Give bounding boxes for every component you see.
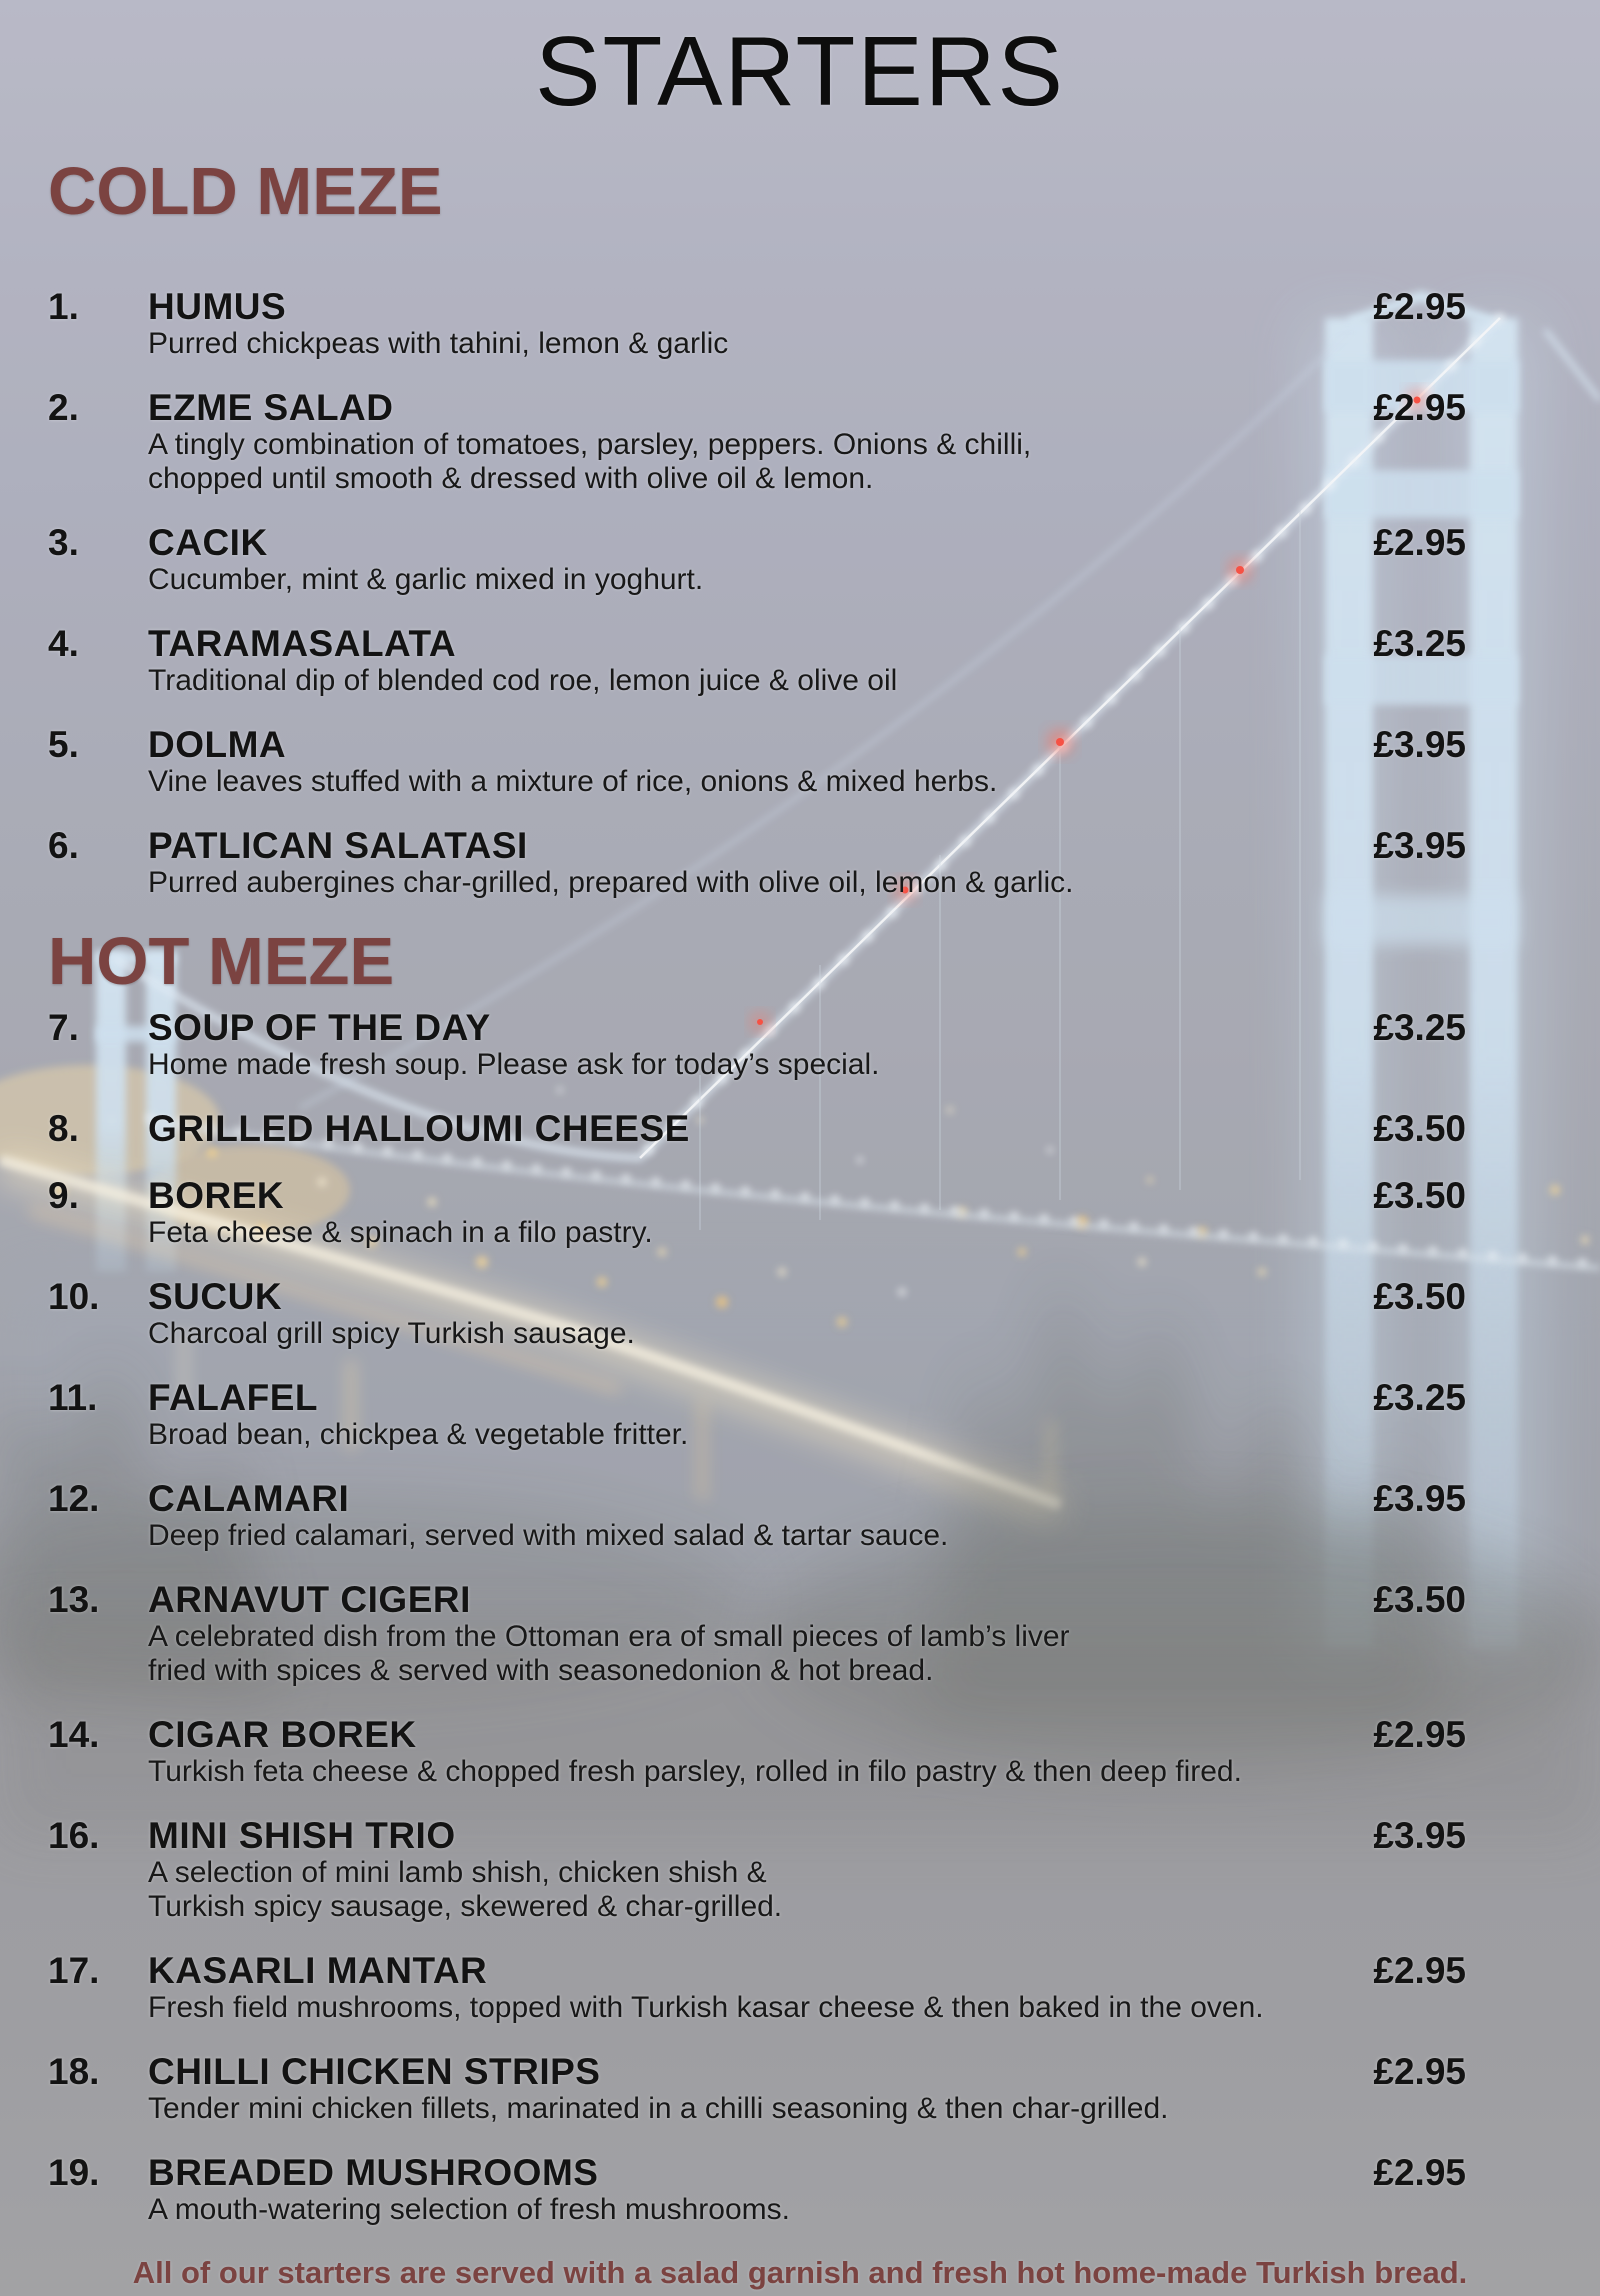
menu-item — [48, 1714, 1466, 1789]
menu-item — [48, 1478, 1466, 1553]
item-description-line: Purred chickpeas with tahini, lemon & garlic — [148, 326, 729, 360]
section-title: HOT MEZE — [48, 923, 395, 999]
menu-item-row — [48, 1478, 1466, 1519]
menu-item — [48, 1175, 1466, 1250]
menu-item — [48, 286, 1466, 361]
menu-item — [48, 387, 1466, 496]
item-description — [148, 1317, 1466, 1351]
menu-item-row — [48, 1950, 1466, 1991]
item-price: £2.95 — [1373, 2051, 1466, 2093]
item-number: 9. — [48, 1175, 79, 1217]
item-price: £3.95 — [1373, 1815, 1466, 1857]
item-description — [148, 2193, 1466, 2227]
item-number: 16. — [48, 1815, 100, 1857]
section-title: COLD MEZE — [48, 154, 443, 229]
item-description — [148, 866, 1466, 900]
item-name: CHILLI CHICKEN STRIPS — [148, 2051, 601, 2093]
item-description — [148, 765, 1466, 799]
item-price: £3.50 — [1373, 1175, 1466, 1217]
item-price: £3.50 — [1373, 1108, 1466, 1150]
item-description-line: Home made fresh soup. Please ask for today’s special. — [148, 1048, 880, 1082]
menu-item-row — [48, 387, 1466, 428]
menu-item — [48, 1579, 1466, 1688]
menu-item-row — [48, 1007, 1466, 1048]
item-description-line: Fresh field mushrooms, topped with Turkish kasar cheese & then baked in the oven. — [148, 1991, 1264, 2025]
item-number: 11. — [48, 1377, 98, 1419]
item-description-line: Turkish spicy sausage, skewered & char-grilled. — [148, 1890, 783, 1924]
item-price: £2.95 — [1373, 1950, 1466, 1992]
item-description-line: fried with spices & served with seasonedonion & hot bread. — [148, 1654, 934, 1688]
item-description-line: A celebrated dish from the Ottoman era of small pieces of lamb’s liver — [148, 1620, 1070, 1654]
item-price: £3.25 — [1373, 622, 1466, 664]
item-price: £3.25 — [1373, 1377, 1466, 1419]
item-description — [148, 1048, 1466, 1082]
item-price: £3.95 — [1373, 824, 1466, 866]
item-name: CALAMARI — [148, 1478, 350, 1520]
item-number: 7. — [48, 1007, 79, 1049]
item-name: GRILLED HALLOUMI CHEESE — [148, 1108, 690, 1150]
page-title: STARTERS — [535, 16, 1065, 126]
item-number: 5. — [48, 723, 79, 765]
item-number: 8. — [48, 1108, 79, 1150]
item-name: KASARLI MANTAR — [148, 1950, 488, 1992]
item-description-line: Feta cheese & spinach in a filo pastry. — [148, 1216, 653, 1250]
item-name: ARNAVUT CIGERI — [148, 1579, 471, 1621]
menu-item — [48, 1007, 1466, 1082]
item-price: £3.95 — [1373, 723, 1466, 765]
item-description — [148, 1519, 1466, 1553]
item-description-line: Tender mini chicken fillets, marinated in a chilli seasoning & then char-grilled. — [148, 2092, 1169, 2126]
section-items — [48, 286, 1466, 900]
item-description-line: Broad bean, chickpea & vegetable fritter. — [148, 1418, 689, 1452]
menu-section — [48, 923, 1466, 2228]
item-description — [148, 1755, 1466, 1789]
menu-item-row — [48, 1377, 1466, 1418]
menu-item — [48, 2152, 1466, 2227]
item-name: SUCUK — [148, 1276, 283, 1318]
item-number: 1. — [48, 285, 79, 327]
item-price: £3.25 — [1373, 1007, 1466, 1049]
menu-item-row — [48, 724, 1466, 765]
menu-item-row — [48, 1815, 1466, 1856]
item-description — [148, 1216, 1466, 1250]
menu-item — [48, 724, 1466, 799]
item-description — [148, 1418, 1466, 1452]
item-price: £3.95 — [1373, 1478, 1466, 1520]
item-number: 6. — [48, 824, 79, 866]
menu-item — [48, 825, 1466, 900]
item-description-line: Deep fried calamari, served with mixed salad & tartar sauce. — [148, 1519, 949, 1553]
item-description-line: A mouth-watering selection of fresh mushrooms. — [148, 2193, 790, 2227]
item-description-line: Charcoal grill spicy Turkish sausage. — [148, 1317, 635, 1351]
item-description-line: Cucumber, mint & garlic mixed in yoghurt. — [148, 562, 704, 596]
item-price: £2.95 — [1373, 1714, 1466, 1756]
menu-item-row — [48, 522, 1466, 563]
item-description-line: Vine leaves stuffed with a mixture of rice, onions & mixed herbs. — [148, 764, 998, 798]
menu-item-row — [48, 2051, 1466, 2092]
item-name: FALAFEL — [148, 1377, 318, 1419]
item-number: 17. — [48, 1950, 100, 1992]
item-description-line: chopped until smooth & dressed with olive oil & lemon. — [148, 461, 874, 495]
menu-item-row — [48, 1714, 1466, 1755]
menu-item — [48, 623, 1466, 698]
item-number: 18. — [48, 2051, 100, 2093]
item-name: MINI SHISH TRIO — [148, 1815, 456, 1857]
menu-item-row — [48, 2152, 1466, 2193]
item-description-line: A tingly combination of tomatoes, parsley, peppers. Onions & chilli, — [148, 427, 1032, 461]
item-description — [148, 1620, 1466, 1688]
footer-note: All of our starters are served with a salad garnish and fresh hot home-made Turkish bread. — [132, 2255, 1468, 2291]
item-name: HUMUS — [148, 285, 287, 327]
item-description-line: Traditional dip of blended cod roe, lemon juice & olive oil — [148, 663, 898, 697]
item-number: 3. — [48, 521, 79, 563]
menu-item-row — [48, 286, 1466, 327]
item-name: CIGAR BOREK — [148, 1714, 417, 1756]
menu-section — [48, 156, 1466, 900]
menu-item-row — [48, 623, 1466, 664]
menu-item-row — [48, 1108, 1466, 1149]
item-number: 10. — [48, 1276, 100, 1318]
item-name: CACIK — [148, 521, 268, 563]
item-number: 12. — [48, 1478, 100, 1520]
menu-item — [48, 522, 1466, 597]
item-name: TARAMASALATA — [148, 622, 457, 664]
item-price: £2.95 — [1373, 2152, 1466, 2194]
menu-item — [48, 1377, 1466, 1452]
item-description — [148, 1991, 1466, 2025]
item-name: PATLICAN SALATASI — [148, 824, 528, 866]
item-number: 19. — [48, 2152, 100, 2194]
item-description — [148, 327, 1466, 361]
item-name: SOUP OF THE DAY — [148, 1007, 491, 1049]
item-price: £3.50 — [1373, 1276, 1466, 1318]
menu-item-row — [48, 1175, 1466, 1216]
item-name: EZME SALAD — [148, 386, 394, 428]
item-description — [148, 2092, 1466, 2126]
section-items — [48, 1007, 1466, 2227]
item-name: DOLMA — [148, 723, 287, 765]
menu-item — [48, 1276, 1466, 1351]
item-name: BOREK — [148, 1175, 285, 1217]
menu-item-row — [48, 825, 1466, 866]
item-price: £3.50 — [1373, 1579, 1466, 1621]
item-description-line: Turkish feta cheese & chopped fresh parsley, rolled in filo pastry & then deep fired. — [148, 1755, 1242, 1789]
menu-item — [48, 1108, 1466, 1149]
item-name: BREADED MUSHROOMS — [148, 2152, 599, 2194]
item-number: 4. — [48, 622, 79, 664]
item-number: 14. — [48, 1714, 100, 1756]
menu-item-row — [48, 1276, 1466, 1317]
item-number: 13. — [48, 1579, 100, 1621]
item-price: £2.95 — [1373, 521, 1466, 563]
menu-sections — [48, 156, 1466, 2227]
menu-item — [48, 2051, 1466, 2126]
item-price: £2.95 — [1373, 386, 1466, 428]
menu-item-row — [48, 1579, 1466, 1620]
menu-item — [48, 1815, 1466, 1924]
menu-item — [48, 1950, 1466, 2025]
item-price: £2.95 — [1373, 285, 1466, 327]
item-number: 2. — [48, 386, 79, 428]
item-description — [148, 1856, 1466, 1924]
item-description — [148, 563, 1466, 597]
item-description-line: Purred aubergines char-grilled, prepared with olive oil, lemon & garlic. — [148, 865, 1074, 899]
item-description-line: A selection of mini lamb shish, chicken shish & — [148, 1856, 767, 1890]
item-description — [148, 664, 1466, 698]
item-description — [148, 428, 1466, 496]
